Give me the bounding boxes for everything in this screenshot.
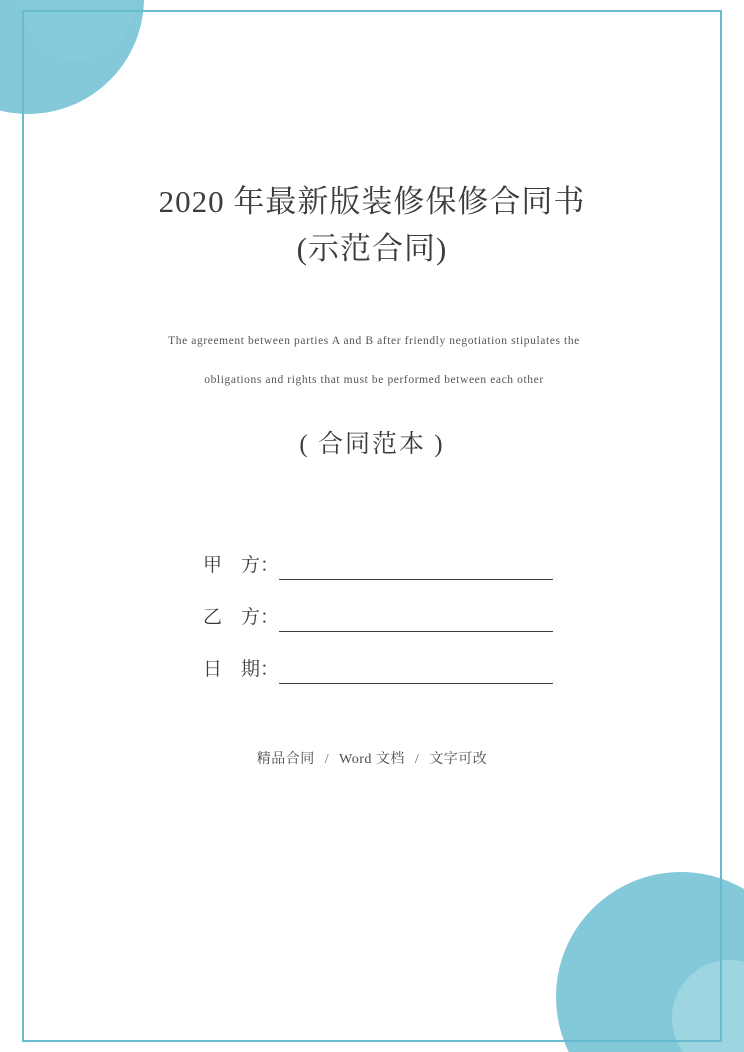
field-input-party-b[interactable] xyxy=(279,607,553,632)
field-input-date[interactable] xyxy=(279,659,553,684)
subtitle-english-line-1: The agreement between parties A and B after friendly negotiation stipulates the xyxy=(168,335,580,347)
footer-note xyxy=(72,748,672,768)
footer-item-2: Word 文档 xyxy=(339,752,405,767)
document-subtitle-english xyxy=(100,322,648,400)
sample-contract-label: ( 合同范本 ) xyxy=(299,431,445,458)
field-row-date xyxy=(203,632,553,684)
field-label-date: 日 期： xyxy=(203,659,280,680)
subtitle-english-line-2: obligations and rights that must be performed between each other xyxy=(204,374,544,386)
field-row-party-b xyxy=(203,580,553,632)
document-title-line-1: 2020 年最新版装修保修合同书 xyxy=(158,184,586,219)
footer-separator-2: / xyxy=(414,752,420,767)
signature-fields xyxy=(203,528,553,684)
field-label-party-b: 乙 方： xyxy=(203,607,280,628)
field-row-party-a xyxy=(203,528,553,580)
document-title xyxy=(72,178,672,272)
field-label-party-a: 甲 方： xyxy=(203,555,280,576)
footer-separator-1: / xyxy=(324,752,330,767)
field-input-party-a[interactable] xyxy=(279,555,553,580)
footer-item-1: 精品合同 xyxy=(256,752,315,767)
footer-item-3: 文字可改 xyxy=(429,752,488,767)
document-title-line-2: (示范合同) xyxy=(296,231,448,266)
